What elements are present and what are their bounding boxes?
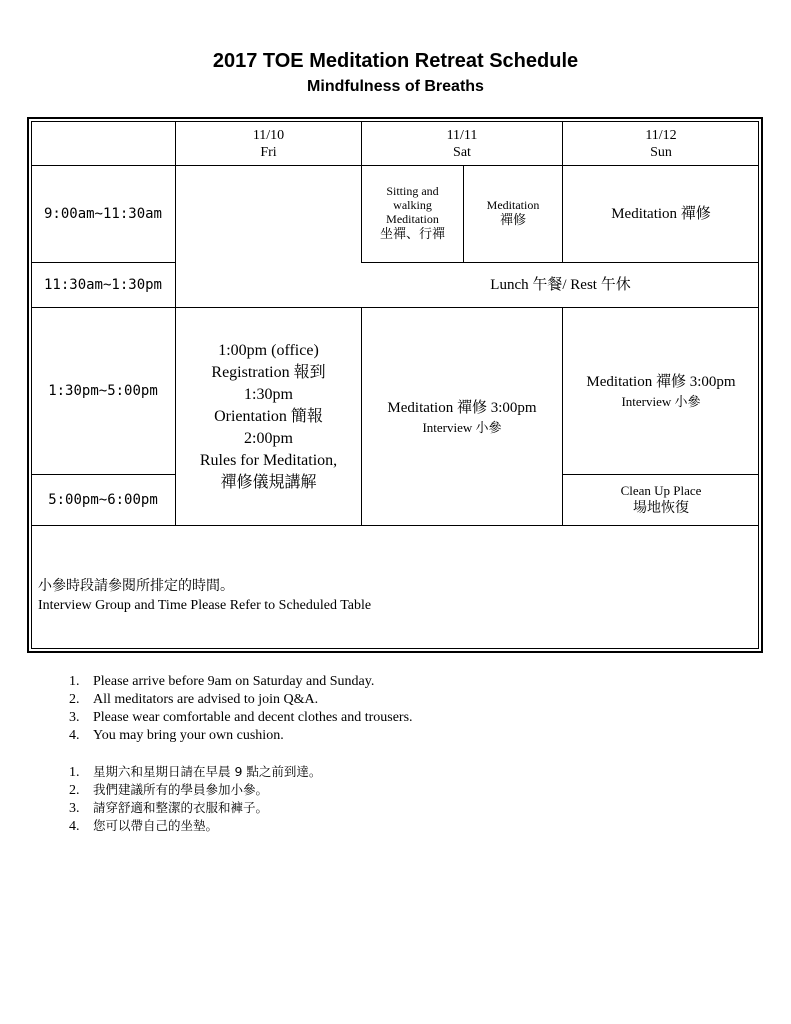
- instructions-list-cn: [69, 763, 321, 835]
- page-subtitle: Mindfulness of Breaths: [307, 78, 484, 95]
- lunch-rest-cell: Lunch 午餐/ Rest 午休: [490, 277, 631, 293]
- sat-sitting-line3: Meditation: [386, 212, 439, 226]
- list-item: 3. 請穿舒適和整潔的衣服和褲子。: [69, 800, 269, 816]
- header-sat: [362, 122, 562, 165]
- time-slot-afternoon: 1:30pm~5:00pm: [48, 383, 158, 399]
- sun-afternoon-line1: Meditation 禪修 3:00pm: [586, 374, 736, 390]
- sat-meditation-cell: [464, 166, 562, 262]
- sun-cleanup-cell: [563, 475, 759, 525]
- fri-line-6: Rules for Meditation,: [199, 451, 338, 469]
- time-slot-morning: 9:00am~11:30am: [43, 206, 162, 222]
- list-item: 3. Please wear comfortable and decent clothes and trousers.: [69, 710, 413, 725]
- interview-note-cn: 小參時段請參閱所排定的時間。: [38, 578, 234, 594]
- instructions-list-en: [69, 673, 413, 745]
- sat-sitting-line1: Sitting and: [386, 184, 439, 198]
- header-sat-day: Sat: [453, 144, 471, 160]
- sat-afternoon-cell: [362, 308, 562, 525]
- list-item: 2. 我們建議所有的學員參加小參。: [69, 782, 269, 798]
- sat-afternoon-line1: Meditation 禪修 3:00pm: [387, 399, 537, 416]
- list-item: 4. You may bring your own cushion.: [69, 728, 284, 743]
- fri-line-1: 1:00pm (office): [218, 341, 319, 359]
- sun-cleanup-en: Clean Up Place: [620, 483, 702, 498]
- fri-registration-cell: [176, 308, 361, 525]
- sat-sitting-walking-cell: [362, 166, 463, 262]
- fri-line-4: Orientation 簡報: [214, 407, 323, 425]
- header-sun: [563, 122, 759, 165]
- time-slot-evening: 5:00pm~6:00pm: [48, 492, 158, 508]
- header-sun-date: 11/12: [645, 127, 677, 143]
- header-sun-day: Sun: [650, 144, 672, 160]
- fri-line-5: 2:00pm: [244, 429, 293, 447]
- fri-line-2: Registration 報到: [211, 363, 326, 381]
- sat-meditation-cn: 禪修: [499, 213, 526, 228]
- sun-morning-meditation: Meditation 禪修: [611, 206, 711, 222]
- header-sat-date: 11/11: [446, 127, 478, 143]
- sat-afternoon-line2: Interview 小參: [422, 419, 502, 435]
- list-item: 1. Please arrive before 9am on Saturday and Sunday.: [69, 674, 375, 689]
- sat-sitting-line2: walking: [393, 198, 432, 212]
- header-fri: [176, 122, 361, 165]
- page-title: 2017 TOE Meditation Retreat Schedule: [212, 50, 579, 72]
- sun-afternoon-cell: [563, 308, 759, 474]
- sun-cleanup-cn: 場地恢復: [633, 500, 689, 516]
- header-fri-day: Fri: [260, 144, 277, 160]
- sat-meditation-en: Meditation: [486, 198, 540, 212]
- list-item: 4. 您可以帶自己的坐墊。: [69, 818, 219, 834]
- sat-sitting-cn: 坐禪、行禪: [379, 227, 445, 242]
- interview-note-en: Interview Group and Time Please Refer to Scheduled Table: [38, 598, 372, 613]
- grid-line: [31, 525, 759, 526]
- fri-line-7: 禪修儀規講解: [220, 473, 317, 491]
- time-slot-lunch: 11:30am~1:30pm: [43, 277, 162, 293]
- list-item: 2. All meditators are advised to join Q&A.: [69, 692, 319, 707]
- header-fri-date: 11/10: [252, 127, 285, 143]
- fri-line-3: 1:30pm: [244, 385, 293, 403]
- sun-afternoon-line2: Interview 小參: [621, 394, 701, 409]
- list-item: 1. 星期六和星期日請在早晨 9 點之前到達。: [69, 764, 322, 780]
